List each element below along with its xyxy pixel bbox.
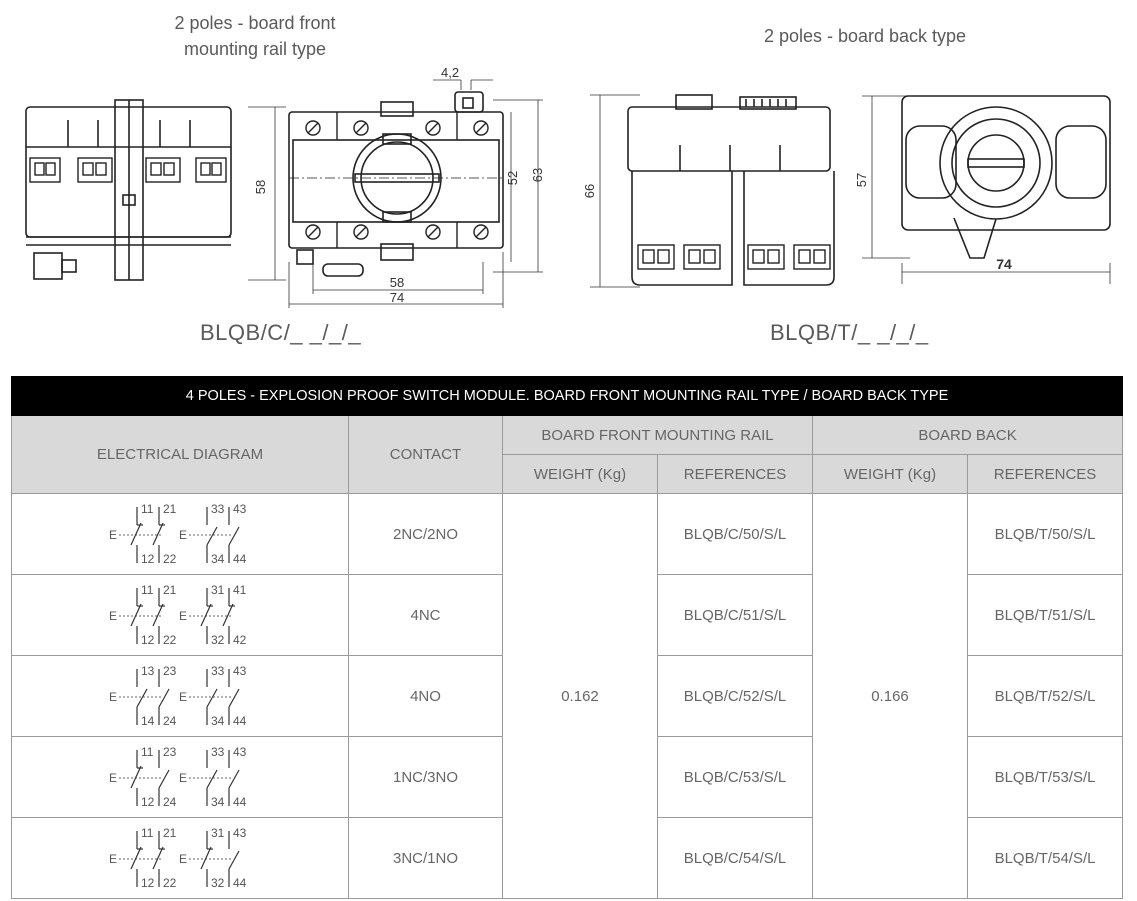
dim-front-side-height: 58 <box>253 179 268 195</box>
model-code-front: BLQB/C/_ _/_/_ <box>200 320 362 345</box>
caption-back-type: 2 poles - board back type <box>763 26 967 46</box>
dim-back-width: 74 <box>996 256 1012 272</box>
diagram-label: 31 <box>211 583 225 597</box>
dim-front-height-inner: 52 <box>505 170 520 186</box>
diagram-label: 22 <box>163 876 177 890</box>
diagram-label: 23 <box>163 745 177 759</box>
diagram-label: 11 <box>141 826 154 840</box>
diagram-label: E <box>109 852 118 866</box>
diagram-label: 22 <box>163 552 177 566</box>
back-reference-cell: BLQB/T/52/S/L <box>968 656 1123 737</box>
diagram-label: E <box>179 528 188 542</box>
diagram-label: 34 <box>211 714 225 728</box>
header-front-references: REFERENCES <box>658 455 813 494</box>
spec-table <box>11 376 1123 899</box>
diagram-label: 12 <box>141 876 155 890</box>
diagram-label: 21 <box>163 826 177 840</box>
contact-diagram <box>109 661 251 731</box>
diagram-label: 44 <box>233 714 247 728</box>
diagram-label: 11 <box>141 502 154 516</box>
diagram-label: 31 <box>211 826 225 840</box>
front-weight-cell: 0.162 <box>503 494 658 899</box>
diagram-label: 43 <box>233 826 247 840</box>
diagram-label: 11 <box>141 583 154 597</box>
diagram-label: 21 <box>163 583 177 597</box>
dim-front-width-inner: 58 <box>389 275 405 290</box>
diagram-label: 44 <box>233 552 247 566</box>
diagram-label: 32 <box>211 633 225 647</box>
diagram-label: 11 <box>141 745 154 759</box>
diagram-label: E <box>109 609 118 623</box>
back-reference-cell: BLQB/T/54/S/L <box>968 818 1123 899</box>
header-back-references: REFERENCES <box>968 455 1123 494</box>
electrical-diagram-cell <box>12 818 349 899</box>
back-reference-cell: BLQB/T/50/S/L <box>968 494 1123 575</box>
front-reference-cell: BLQB/C/51/S/L <box>658 575 813 656</box>
back-side-view-drawing <box>580 85 850 295</box>
header-back-weight: WEIGHT (Kg) <box>813 455 968 494</box>
header-board-front-mounting-rail: BOARD FRONT MOUNTING RAIL <box>503 416 813 455</box>
diagram-label: E <box>179 690 188 704</box>
diagram-label: 43 <box>233 664 247 678</box>
diagram-label: 42 <box>233 633 247 647</box>
header-front-weight: WEIGHT (Kg) <box>503 455 658 494</box>
diagram-label: 12 <box>141 795 155 809</box>
diagram-label: E <box>109 528 118 542</box>
diagram-label: 41 <box>233 583 247 597</box>
diagram-label: 14 <box>141 714 155 728</box>
contact-diagram <box>109 742 251 812</box>
contact-cell: 3NC/1NO <box>349 818 503 899</box>
diagram-label: 24 <box>163 795 177 809</box>
dim-back-height: 57 <box>854 172 869 188</box>
electrical-diagram-cell <box>12 494 349 575</box>
contact-diagram <box>109 499 251 569</box>
diagram-label: E <box>179 771 188 785</box>
contact-cell: 4NO <box>349 656 503 737</box>
electrical-diagram-cell <box>12 656 349 737</box>
front-reference-cell: BLQB/C/50/S/L <box>658 494 813 575</box>
header-electrical-diagram: ELECTRICAL DIAGRAM <box>12 416 349 494</box>
diagram-label: 12 <box>141 633 155 647</box>
diagram-label: 34 <box>211 552 225 566</box>
diagram-label: 44 <box>233 876 247 890</box>
contact-diagram <box>109 580 251 650</box>
diagram-label: 44 <box>233 795 247 809</box>
diagram-label: 43 <box>233 745 247 759</box>
back-reference-cell: BLQB/T/53/S/L <box>968 737 1123 818</box>
front-side-view-drawing <box>20 95 290 295</box>
contact-diagram <box>109 823 251 893</box>
table-row <box>12 494 1123 575</box>
header-contact: CONTACT <box>349 416 503 494</box>
table-title: 4 POLES - EXPLOSION PROOF SWITCH MODULE. BOARD FRONT MOUNTING RAIL TYPE / BOARD BACK TYPE <box>12 377 1123 416</box>
contact-cell: 4NC <box>349 575 503 656</box>
diagram-label: 22 <box>163 633 177 647</box>
contact-cell: 2NC/2NO <box>349 494 503 575</box>
back-front-view-drawing <box>850 88 1120 288</box>
back-reference-cell: BLQB/T/51/S/L <box>968 575 1123 656</box>
diagram-label: E <box>109 771 118 785</box>
dim-front-top-offset: 4,2 <box>441 65 460 80</box>
diagram-label: 43 <box>233 502 247 516</box>
front-view-drawing <box>283 62 553 312</box>
dim-front-height-outer: 63 <box>530 167 545 183</box>
contact-cell: 1NC/3NO <box>349 737 503 818</box>
front-reference-cell: BLQB/C/52/S/L <box>658 656 813 737</box>
diagram-label: 21 <box>163 502 177 516</box>
diagram-label: 12 <box>141 552 155 566</box>
electrical-diagram-cell <box>12 575 349 656</box>
front-reference-cell: BLQB/C/54/S/L <box>658 818 813 899</box>
dim-back-side-height: 66 <box>582 183 597 199</box>
diagram-label: 24 <box>163 714 177 728</box>
diagram-label: 33 <box>211 502 225 516</box>
diagram-label: 23 <box>163 664 177 678</box>
diagram-label: 34 <box>211 795 225 809</box>
header-board-back: BOARD BACK <box>813 416 1123 455</box>
caption-front-mount: 2 poles - board front mounting rail type <box>174 13 336 59</box>
electrical-diagram-cell <box>12 737 349 818</box>
diagram-label: 33 <box>211 745 225 759</box>
model-code-back: BLQB/T/_ _/_/_ <box>770 320 929 345</box>
diagram-label: 13 <box>141 664 155 678</box>
diagram-label: E <box>109 690 118 704</box>
diagram-label: 33 <box>211 664 225 678</box>
diagram-label: 32 <box>211 876 225 890</box>
dim-front-width-outer: 74 <box>389 290 405 305</box>
front-reference-cell: BLQB/C/53/S/L <box>658 737 813 818</box>
back-weight-cell: 0.166 <box>813 494 968 899</box>
diagram-label: E <box>179 852 188 866</box>
diagram-label: E <box>179 609 188 623</box>
